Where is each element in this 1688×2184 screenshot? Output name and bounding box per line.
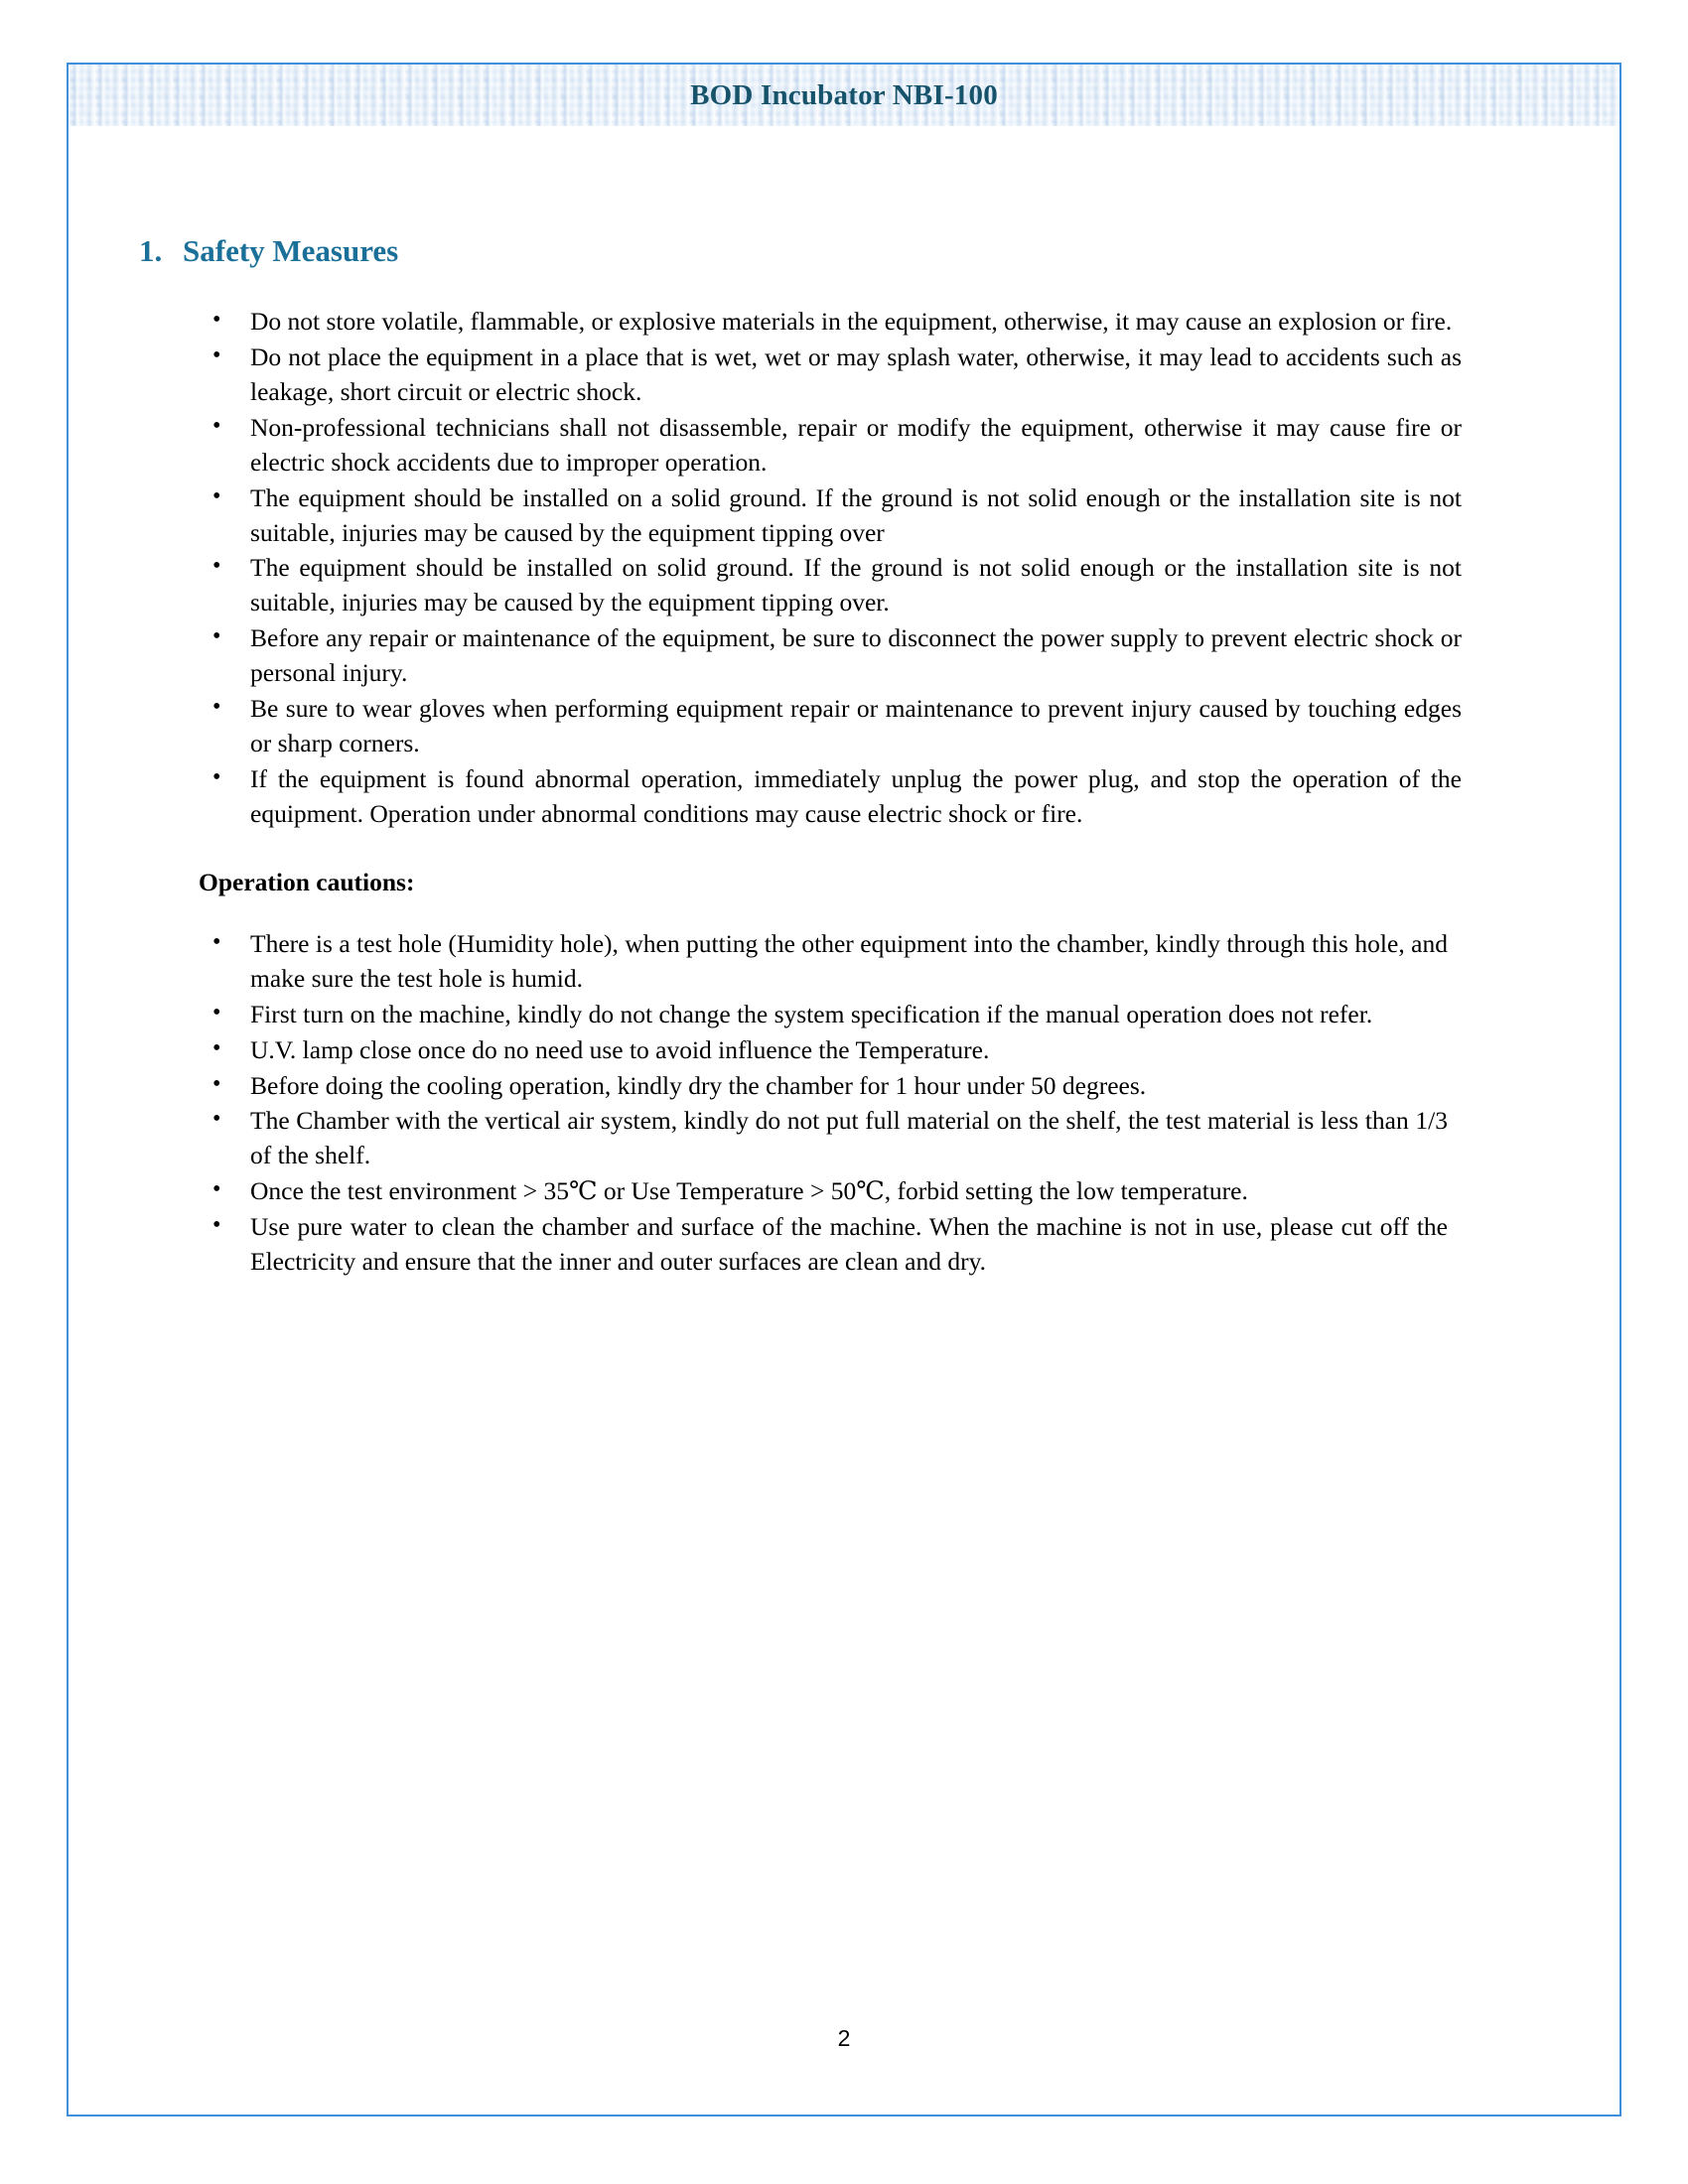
list-item: • Before doing the cooling operation, kindly dry the chamber for 1 hour under 50 degrees. <box>199 1069 1448 1104</box>
page-header-band <box>69 65 1619 126</box>
section-heading-safety-measures <box>139 233 1462 269</box>
list-item: • If the equipment is found abnormal operation, immediately unplug the power plug, and stop the operation of the equipment. Operation under abnormal conditions may cause electric shock or fire. <box>199 762 1462 832</box>
list-item: • U.V. lamp close once do no need use to avoid influence the Temperature. <box>199 1033 1448 1068</box>
operation-cautions-heading: Operation cautions: <box>199 867 415 896</box>
list-item: • The equipment should be installed on solid ground. If the ground is not solid enough or the installation site is not suitable, injuries may be caused by the equipment tipping over. <box>199 551 1462 620</box>
page-number: 2 <box>837 2025 851 2051</box>
list-item: • The Chamber with the vertical air system, kindly do not put full material on the shelf, the test material is less than 1/3 of the shelf. <box>199 1104 1448 1173</box>
safety-measures-list <box>199 305 1462 832</box>
list-item: • Use pure water to clean the chamber and surface of the machine. When the machine is not in use, please cut off the Electricity and ensure that the inner and outer surfaces are clean and dry. <box>199 1210 1448 1280</box>
list-item: • Once the test environment > 35℃ or Use Temperature > 50℃, forbid setting the low temperature. <box>199 1174 1448 1209</box>
page-header-title: BOD Incubator NBI-100 <box>690 78 998 111</box>
operation-cautions-list <box>199 927 1448 1280</box>
section-title: Safety Measures <box>183 233 399 268</box>
list-item: • Do not place the equipment in a place that is wet, wet or may splash water, otherwise, it may lead to accidents such as leakage, short circuit or electric shock. <box>199 341 1462 410</box>
list-item: • Do not store volatile, flammable, or explosive materials in the equipment, otherwise, it may cause an explosion or fire. <box>199 305 1462 340</box>
list-item: • Be sure to wear gloves when performing equipment repair or maintenance to prevent injury caused by touching edges or sharp corners. <box>199 692 1462 761</box>
list-item: • The equipment should be installed on a solid ground. If the ground is not solid enough or the installation site is not suitable, injuries may be caused by the equipment tipping over <box>199 481 1462 551</box>
document-content <box>139 233 1462 1281</box>
list-item: • There is a test hole (Humidity hole), when putting the other equipment into the chamber, kindly through this hole, and make sure the test hole is humid. <box>199 927 1448 997</box>
list-item: • Non-professional technicians shall not disassemble, repair or modify the equipment, otherwise it may cause fire or electric shock accidents due to improper operation. <box>199 411 1462 480</box>
list-item: • Before any repair or maintenance of the equipment, be sure to disconnect the power supply to prevent electric shock or personal injury. <box>199 621 1462 691</box>
list-item: • First turn on the machine, kindly do not change the system specification if the manual operation does not refer. <box>199 998 1448 1032</box>
section-number: 1. <box>139 233 163 268</box>
